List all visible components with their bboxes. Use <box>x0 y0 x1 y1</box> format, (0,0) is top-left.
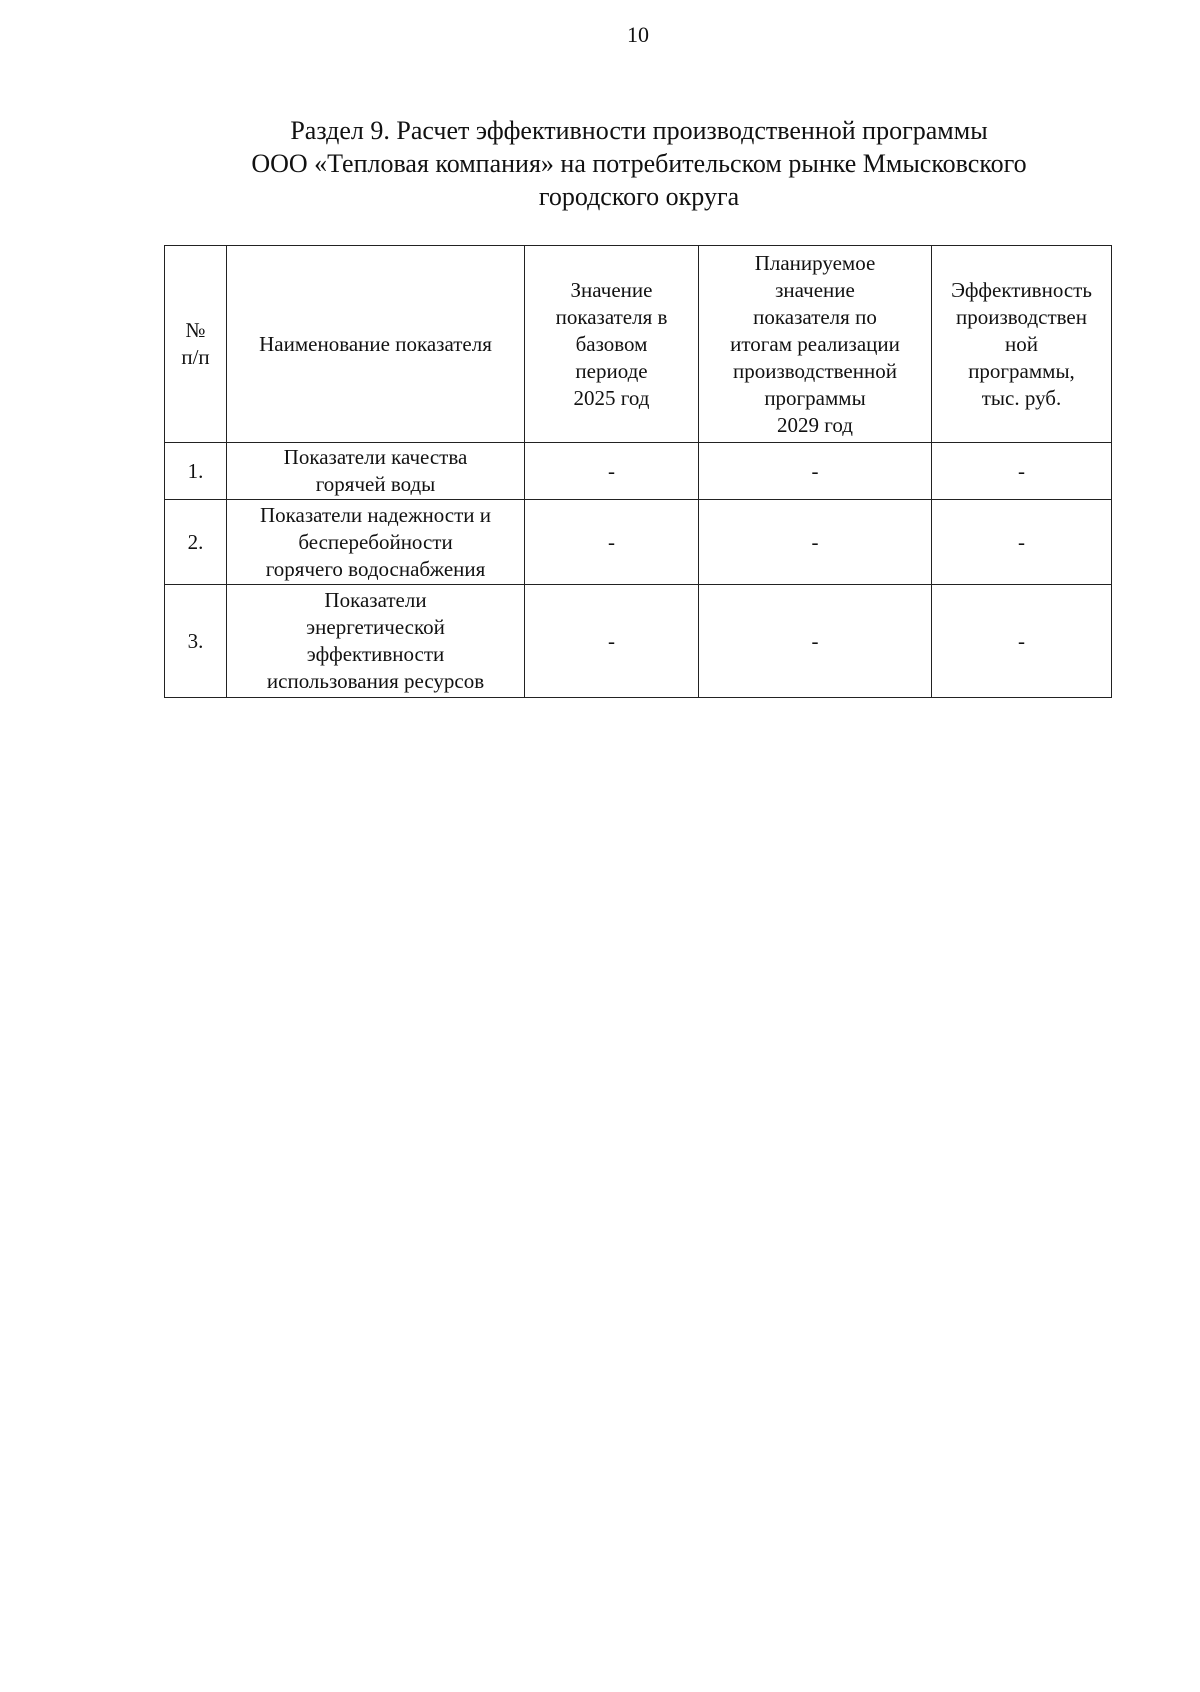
row-indicator-name: Показатели энергетической эффективности использования ресурсов <box>227 585 525 698</box>
row-efficiency: - <box>932 443 1112 500</box>
row-base-value: - <box>525 443 699 500</box>
table-row <box>165 585 1112 698</box>
row-base-value: - <box>525 500 699 585</box>
header-base-value: Значение показателя в базовом периоде 2025 год <box>525 246 699 443</box>
page-number: 10 <box>627 22 649 47</box>
row-planned-value: - <box>699 585 932 698</box>
row-efficiency: - <box>932 500 1112 585</box>
row-planned-value: - <box>699 443 932 500</box>
row-indicator-name: Показатели надежности и бесперебойности горячего водоснабжения <box>227 500 525 585</box>
row-number: 2. <box>165 500 227 585</box>
row-base-value: - <box>525 585 699 698</box>
row-efficiency: - <box>932 585 1112 698</box>
table-row <box>165 500 1112 585</box>
header-number: № п/п <box>165 246 227 443</box>
efficiency-table <box>164 245 1112 698</box>
table-header-row <box>165 246 1112 443</box>
row-number: 3. <box>165 585 227 698</box>
header-efficiency: Эффективность производствен ной программы, тыс. руб. <box>932 246 1112 443</box>
section-title-line-2: ООО «Тепловая компания» на потребительском рынке Ммысковского <box>251 149 1027 178</box>
row-planned-value: - <box>699 500 932 585</box>
section-title-line-1: Раздел 9. Расчет эффективности производственной программы <box>290 116 988 145</box>
section-title <box>160 114 1118 213</box>
row-indicator-name: Показатели качества горячей воды <box>227 443 525 500</box>
header-indicator-name: Наименование показателя <box>227 246 525 443</box>
section-title-line-3: городского округа <box>538 182 740 211</box>
row-number: 1. <box>165 443 227 500</box>
header-planned-value: Планируемое значение показателя по итогам реализации производственной программы 2029 год <box>699 246 932 443</box>
table-row <box>165 443 1112 500</box>
